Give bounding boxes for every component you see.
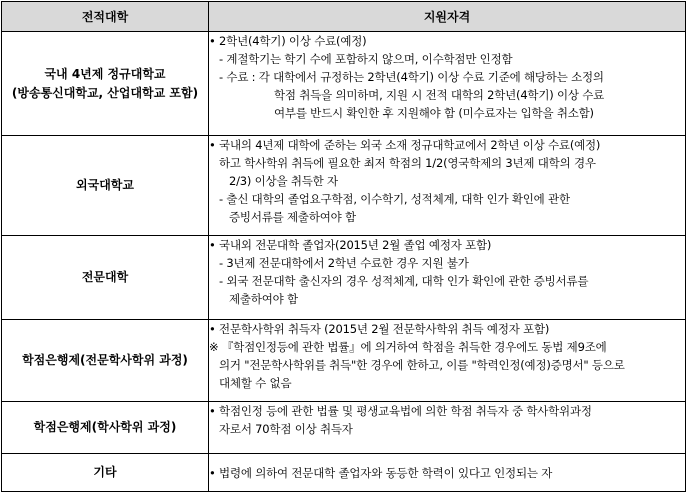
- table-row: [2, 136, 686, 236]
- row-category-college: [2, 236, 209, 320]
- header-requirement: 지원자격: [209, 2, 686, 32]
- requirement-line: • 2학년(4학기) 이상 수료(예정): [209, 34, 367, 48]
- category-line: 학점은행제(전문학사학위 과정): [22, 353, 188, 367]
- requirement-line: 여부를 반드시 확인한 후 지원해야 함 (미수료자는 입학을 취소함): [274, 106, 594, 120]
- category-line: (방송통신대학교, 산업대학교 포함): [11, 85, 199, 100]
- row-requirement-domestic: [209, 32, 686, 136]
- requirement-line: • 전문학사학위 취득자 (2015년 2월 전문학사학위 취득 예정자 포함): [209, 322, 550, 336]
- requirement-line: • 국내의 4년제 대학에 준하는 외국 소재 정규대학교에서 2학년 이상 수료(예정): [209, 138, 601, 152]
- row-requirement-foreign: [209, 136, 686, 236]
- row-category-foreign: [2, 136, 209, 236]
- requirement-line: - 외국 전문대학 출신자의 경우 성적체계, 대학 인가 확인에 관한 증빙서류를: [219, 274, 589, 288]
- eligibility-table: [1, 1, 686, 492]
- table-row: [2, 32, 686, 136]
- requirement-line: 증빙서류를 제출하여야 함: [229, 210, 356, 224]
- table-row: [2, 402, 686, 454]
- requirement-line: 제출하여야 함: [229, 292, 298, 306]
- row-category-credit-bank-associate: [2, 320, 209, 402]
- requirement-line: 2/3) 이상을 취득한 자: [229, 174, 338, 188]
- row-requirement-other: [209, 454, 686, 492]
- table-row: [2, 236, 686, 320]
- requirement-line: 자로서 70학점 이상 취득자: [219, 422, 353, 436]
- row-category-other: [2, 454, 209, 492]
- row-category-domestic: [2, 32, 209, 136]
- requirement-line: - 3년제 전문대학에서 2학년 수료한 경우 지원 불가: [219, 256, 469, 270]
- requirement-line: - 수료 : 각 대학에서 규정하는 2학년(4학기) 이상 수료 기준에 해당하는 소정의: [219, 70, 604, 84]
- row-requirement-credit-bank-bachelor: [209, 402, 686, 454]
- requirement-line: 하고 학사학위 취득에 필요한 최저 학점의 1/2(영국학제의 3년제 대학의 경우: [219, 156, 596, 170]
- requirement-line: • 학점인정 등에 관한 법률 및 평생교육법에 의한 학점 취득자 중 학사학위과정: [209, 404, 592, 418]
- row-requirement-credit-bank-associate: [209, 320, 686, 402]
- requirement-line: • 법령에 의하여 전문대학 졸업자와 동등한 학력이 있다고 인정되는 자: [209, 465, 553, 480]
- row-category-credit-bank-bachelor: [2, 402, 209, 454]
- requirement-line: 학점 취득을 의미하며, 지원 시 전적 대학의 2학년(4학기) 이상 수료: [274, 88, 605, 102]
- category-line: 외국대학교: [76, 178, 134, 192]
- requirement-line: • 국내외 전문대학 졸업자(2015년 2월 졸업 예정자 포함): [209, 238, 492, 252]
- table-row: [2, 320, 686, 402]
- category-line: 기타: [93, 465, 117, 479]
- header-category: 전적대학: [2, 2, 209, 32]
- category-line: 학점은행제(학사학위 과정): [33, 420, 177, 434]
- category-line: 전문대학: [81, 270, 129, 284]
- table-row: [2, 454, 686, 492]
- requirement-line: ※ 『학점인정등에 관한 법률』에 의거하여 학점을 취득한 경우에도 동법 제9조에: [209, 340, 607, 354]
- category-line: 국내 4년제 정규대학교: [44, 66, 166, 81]
- header-row: [2, 2, 686, 32]
- requirement-line: - 출신 대학의 졸업요구학점, 이수학기, 성적체계, 대학 인가 확인에 관한: [219, 192, 570, 206]
- requirement-line: - 계절학기는 학기 수에 포함하지 않으며, 이수학점만 인정함: [219, 52, 513, 66]
- requirement-line: 의거 "전문학사학위를 취득"한 경우에 한하고, 이를 "학력인정(예정)증명서" 등으로: [219, 358, 625, 372]
- requirement-line: 대체할 수 없음: [219, 376, 292, 390]
- row-requirement-college: [209, 236, 686, 320]
